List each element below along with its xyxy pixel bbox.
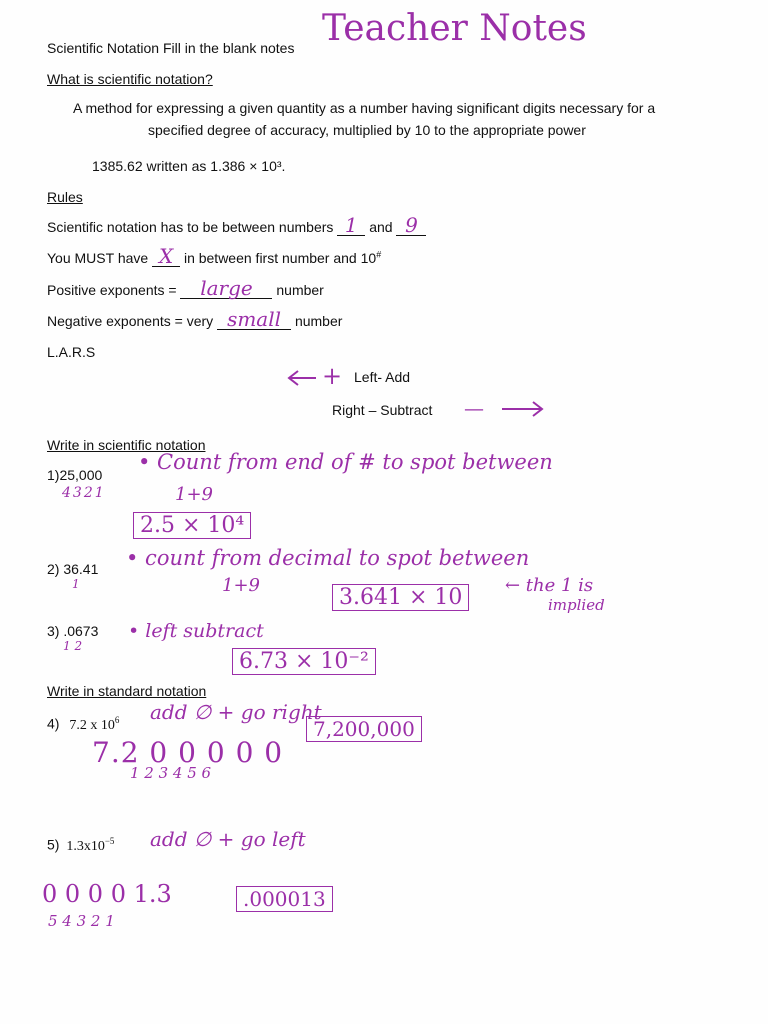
q2-side-note: ← the 1 is	[505, 575, 594, 596]
q2-note-2: 1+9	[222, 575, 260, 596]
rule-1-text: Scientific notation has to be between numbers	[47, 219, 334, 235]
q3-place-counts: 1 2	[63, 639, 83, 653]
q1-answer-box: 2.5 × 10⁴	[133, 512, 251, 539]
q4-place-counts: 1 2 3 4 5 6	[130, 764, 212, 782]
q1-note-2: 1+9	[175, 484, 213, 505]
lars-label: L.A.R.S	[47, 344, 96, 360]
rule-3-blank	[180, 276, 272, 300]
q1-note-1: • Count from end of # to spot between	[138, 450, 553, 474]
rule-2-blank	[152, 244, 180, 268]
q2-side-note-2: implied	[548, 596, 605, 614]
rule-2-text-b: in between first number and 10	[183, 250, 377, 266]
q5-answer-box: .000013	[236, 886, 333, 912]
rule-1-and: and	[369, 219, 393, 235]
q4-label: 4)	[47, 715, 60, 732]
right-subtract-label: Right – Subtract	[332, 402, 433, 418]
definition-line-1: A method for expressing a given quantity as a number having significant digits necessary for a	[73, 100, 656, 116]
rule-2-text-a: You MUST have	[47, 250, 149, 266]
q5-work: 0 0 0 0 1.3	[42, 880, 172, 908]
q4-work: 7.2 0 0 0 0 0	[92, 736, 284, 769]
q5-note: add ∅ + go left	[150, 827, 306, 851]
rules-heading: Rules	[47, 189, 83, 205]
q4-answer-box: 7,200,000	[306, 716, 422, 742]
question-4	[47, 715, 119, 734]
worksheet-title: Scientific Notation Fill in the blank notes	[47, 40, 295, 56]
rule-3-text-b: number	[276, 282, 324, 298]
sci-section-heading: Write in scientific notation	[47, 437, 206, 453]
rule-1	[47, 213, 426, 237]
q4-exponent: 6	[114, 715, 120, 725]
question-2: 2) 36.41	[47, 561, 99, 577]
question-5	[47, 836, 114, 855]
rule-4-text-a: Negative exponents = very	[47, 313, 214, 329]
q5-exponent: −5	[104, 836, 115, 846]
q5-expression: 1.3x10	[66, 838, 105, 854]
section-heading-what-is: What is scientific notation?	[47, 71, 213, 87]
rule-3-answer: large	[200, 276, 253, 300]
rule-1-blank-1	[337, 213, 365, 237]
rule-1-answer-1: 1	[344, 213, 358, 237]
rule-2-answer: X	[158, 244, 174, 268]
rule-4-text-b: number	[294, 313, 343, 329]
rule-1-blank-2	[396, 213, 426, 237]
rule-2	[47, 244, 382, 268]
q2-answer-box: 3.641 × 10	[332, 584, 469, 611]
q4-note: add ∅ + go right	[150, 700, 322, 724]
definition-line-2: specified degree of accuracy, multiplied by 10 to the appropriate power	[148, 122, 586, 138]
hw-minus-sign: —	[464, 396, 484, 420]
rule-1-answer-2: 9	[405, 213, 418, 237]
left-arrow-icon	[286, 368, 318, 388]
q5-label: 5)	[47, 836, 60, 853]
teacher-notes-title: Teacher Notes	[322, 8, 587, 49]
question-3: 3) .0673	[47, 623, 99, 639]
q3-answer-box: 6.73 × 10⁻²	[232, 648, 376, 675]
rule-3	[47, 276, 324, 300]
q2-place-counts: 1	[72, 577, 80, 591]
rule-4	[47, 307, 343, 331]
question-1: 1)25,000	[47, 467, 103, 483]
hw-plus-sign: +	[322, 362, 343, 390]
rule-2-sup: #	[376, 249, 382, 260]
q1-place-counts: 4321	[62, 485, 106, 501]
left-add-label: Left- Add	[354, 369, 411, 385]
rule-4-answer: small	[227, 307, 282, 331]
rule-4-blank	[217, 307, 291, 331]
std-section-heading: Write in standard notation	[47, 683, 207, 699]
q3-note: • left subtract	[128, 620, 264, 642]
q5-place-counts: 5 4 3 2 1	[48, 912, 115, 930]
rule-3-text-a: Positive exponents =	[47, 282, 177, 298]
q2-note-1: • count from decimal to spot between	[126, 546, 530, 570]
example-line: 1385.62 written as 1.386 × 10³.	[92, 158, 286, 174]
q4-expression: 7.2 x 10	[69, 717, 115, 733]
right-arrow-icon	[500, 400, 546, 418]
